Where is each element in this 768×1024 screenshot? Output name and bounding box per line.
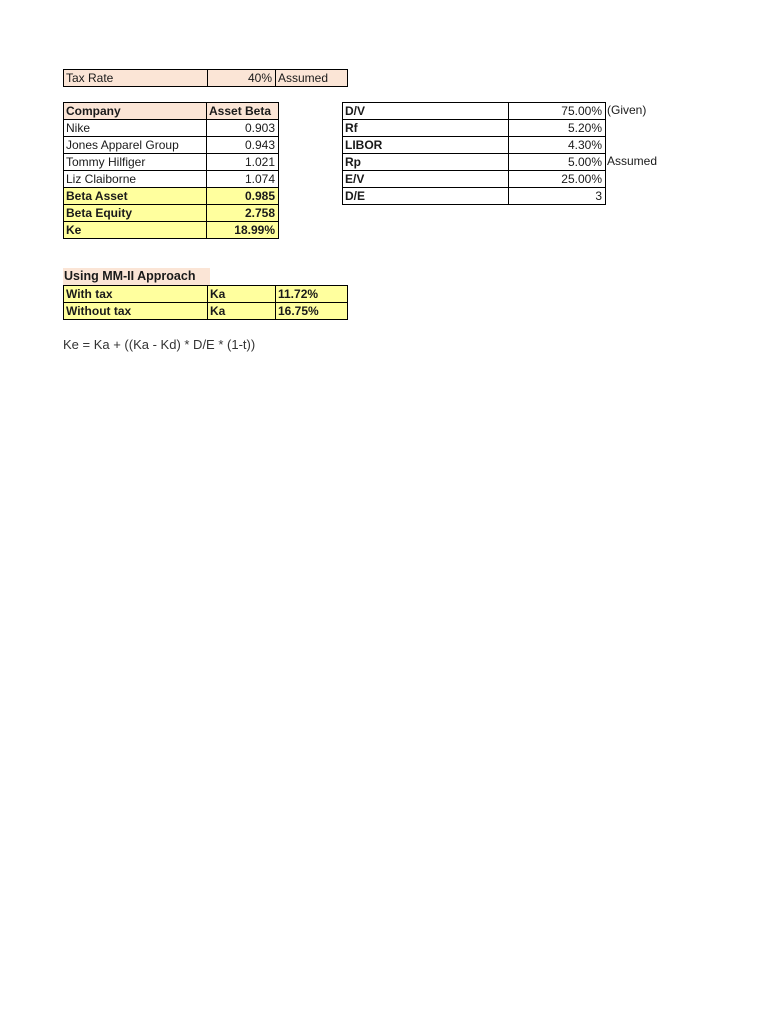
table-row xyxy=(64,303,348,320)
tax-rate-table xyxy=(63,69,348,87)
de-label-cell: D/E xyxy=(343,188,509,205)
libor-label-cell: LIBOR xyxy=(343,137,509,154)
ke-label-cell: Ke xyxy=(64,222,207,239)
beta-asset-value-cell: 0.985 xyxy=(207,188,279,205)
rp-label-cell: Rp xyxy=(343,154,509,171)
table-row xyxy=(343,120,606,137)
rf-label-cell: Rf xyxy=(343,120,509,137)
without-tax-param-cell: Ka xyxy=(208,303,276,320)
company-name-cell: Nike xyxy=(64,120,207,137)
rf-value-cell: 5.20% xyxy=(509,120,606,137)
table-row xyxy=(343,103,606,120)
asset-beta-header-cell: Asset Beta xyxy=(207,103,279,120)
with-tax-value-cell: 11.72% xyxy=(276,286,348,303)
company-name-cell: Tommy Hilfiger xyxy=(64,154,207,171)
mm-section-title: Using MM-II Approach xyxy=(63,268,210,285)
table-row xyxy=(64,70,348,87)
ev-label-cell: E/V xyxy=(343,171,509,188)
table-row xyxy=(343,188,606,205)
asset-beta-cell: 1.074 xyxy=(207,171,279,188)
rp-value-cell: 5.00% xyxy=(509,154,606,171)
rates-table xyxy=(342,102,606,205)
result-row xyxy=(64,188,279,205)
tax-rate-value-cell: 40% xyxy=(208,70,276,87)
company-name-cell: Jones Apparel Group xyxy=(64,137,207,154)
table-row xyxy=(343,137,606,154)
table-row xyxy=(64,137,279,154)
asset-beta-cell: 1.021 xyxy=(207,154,279,171)
mm-table xyxy=(63,285,348,320)
with-tax-param-cell: Ka xyxy=(208,286,276,303)
table-row xyxy=(343,171,606,188)
assumed-annotation: Assumed xyxy=(607,154,658,168)
beta-equity-label-cell: Beta Equity xyxy=(64,205,207,222)
dv-label-cell: D/V xyxy=(343,103,509,120)
libor-value-cell: 4.30% xyxy=(509,137,606,154)
asset-beta-cell: 0.903 xyxy=(207,120,279,137)
company-name-cell: Liz Claiborne xyxy=(64,171,207,188)
without-tax-label-cell: Without tax xyxy=(64,303,208,320)
given-annotation: (Given) xyxy=(607,103,647,117)
without-tax-value-cell: 16.75% xyxy=(276,303,348,320)
with-tax-label-cell: With tax xyxy=(64,286,208,303)
de-value-cell: 3 xyxy=(509,188,606,205)
table-row xyxy=(64,286,348,303)
table-row xyxy=(64,120,279,137)
beta-asset-label-cell: Beta Asset xyxy=(64,188,207,205)
dv-value-cell: 75.00% xyxy=(509,103,606,120)
ev-value-cell: 25.00% xyxy=(509,171,606,188)
ke-value-cell: 18.99% xyxy=(207,222,279,239)
table-row xyxy=(64,154,279,171)
result-row xyxy=(64,222,279,239)
beta-equity-value-cell: 2.758 xyxy=(207,205,279,222)
company-beta-table xyxy=(63,102,279,239)
table-row xyxy=(64,171,279,188)
tax-rate-label-cell: Tax Rate xyxy=(64,70,208,87)
result-row xyxy=(64,205,279,222)
company-header-cell: Company xyxy=(64,103,207,120)
asset-beta-cell: 0.943 xyxy=(207,137,279,154)
table-header-row xyxy=(64,103,279,120)
ke-formula-text: Ke = Ka + ((Ka - Kd) * D/E * (1-t)) xyxy=(63,337,256,352)
table-row xyxy=(343,154,606,171)
tax-rate-note-cell: Assumed xyxy=(276,70,348,87)
